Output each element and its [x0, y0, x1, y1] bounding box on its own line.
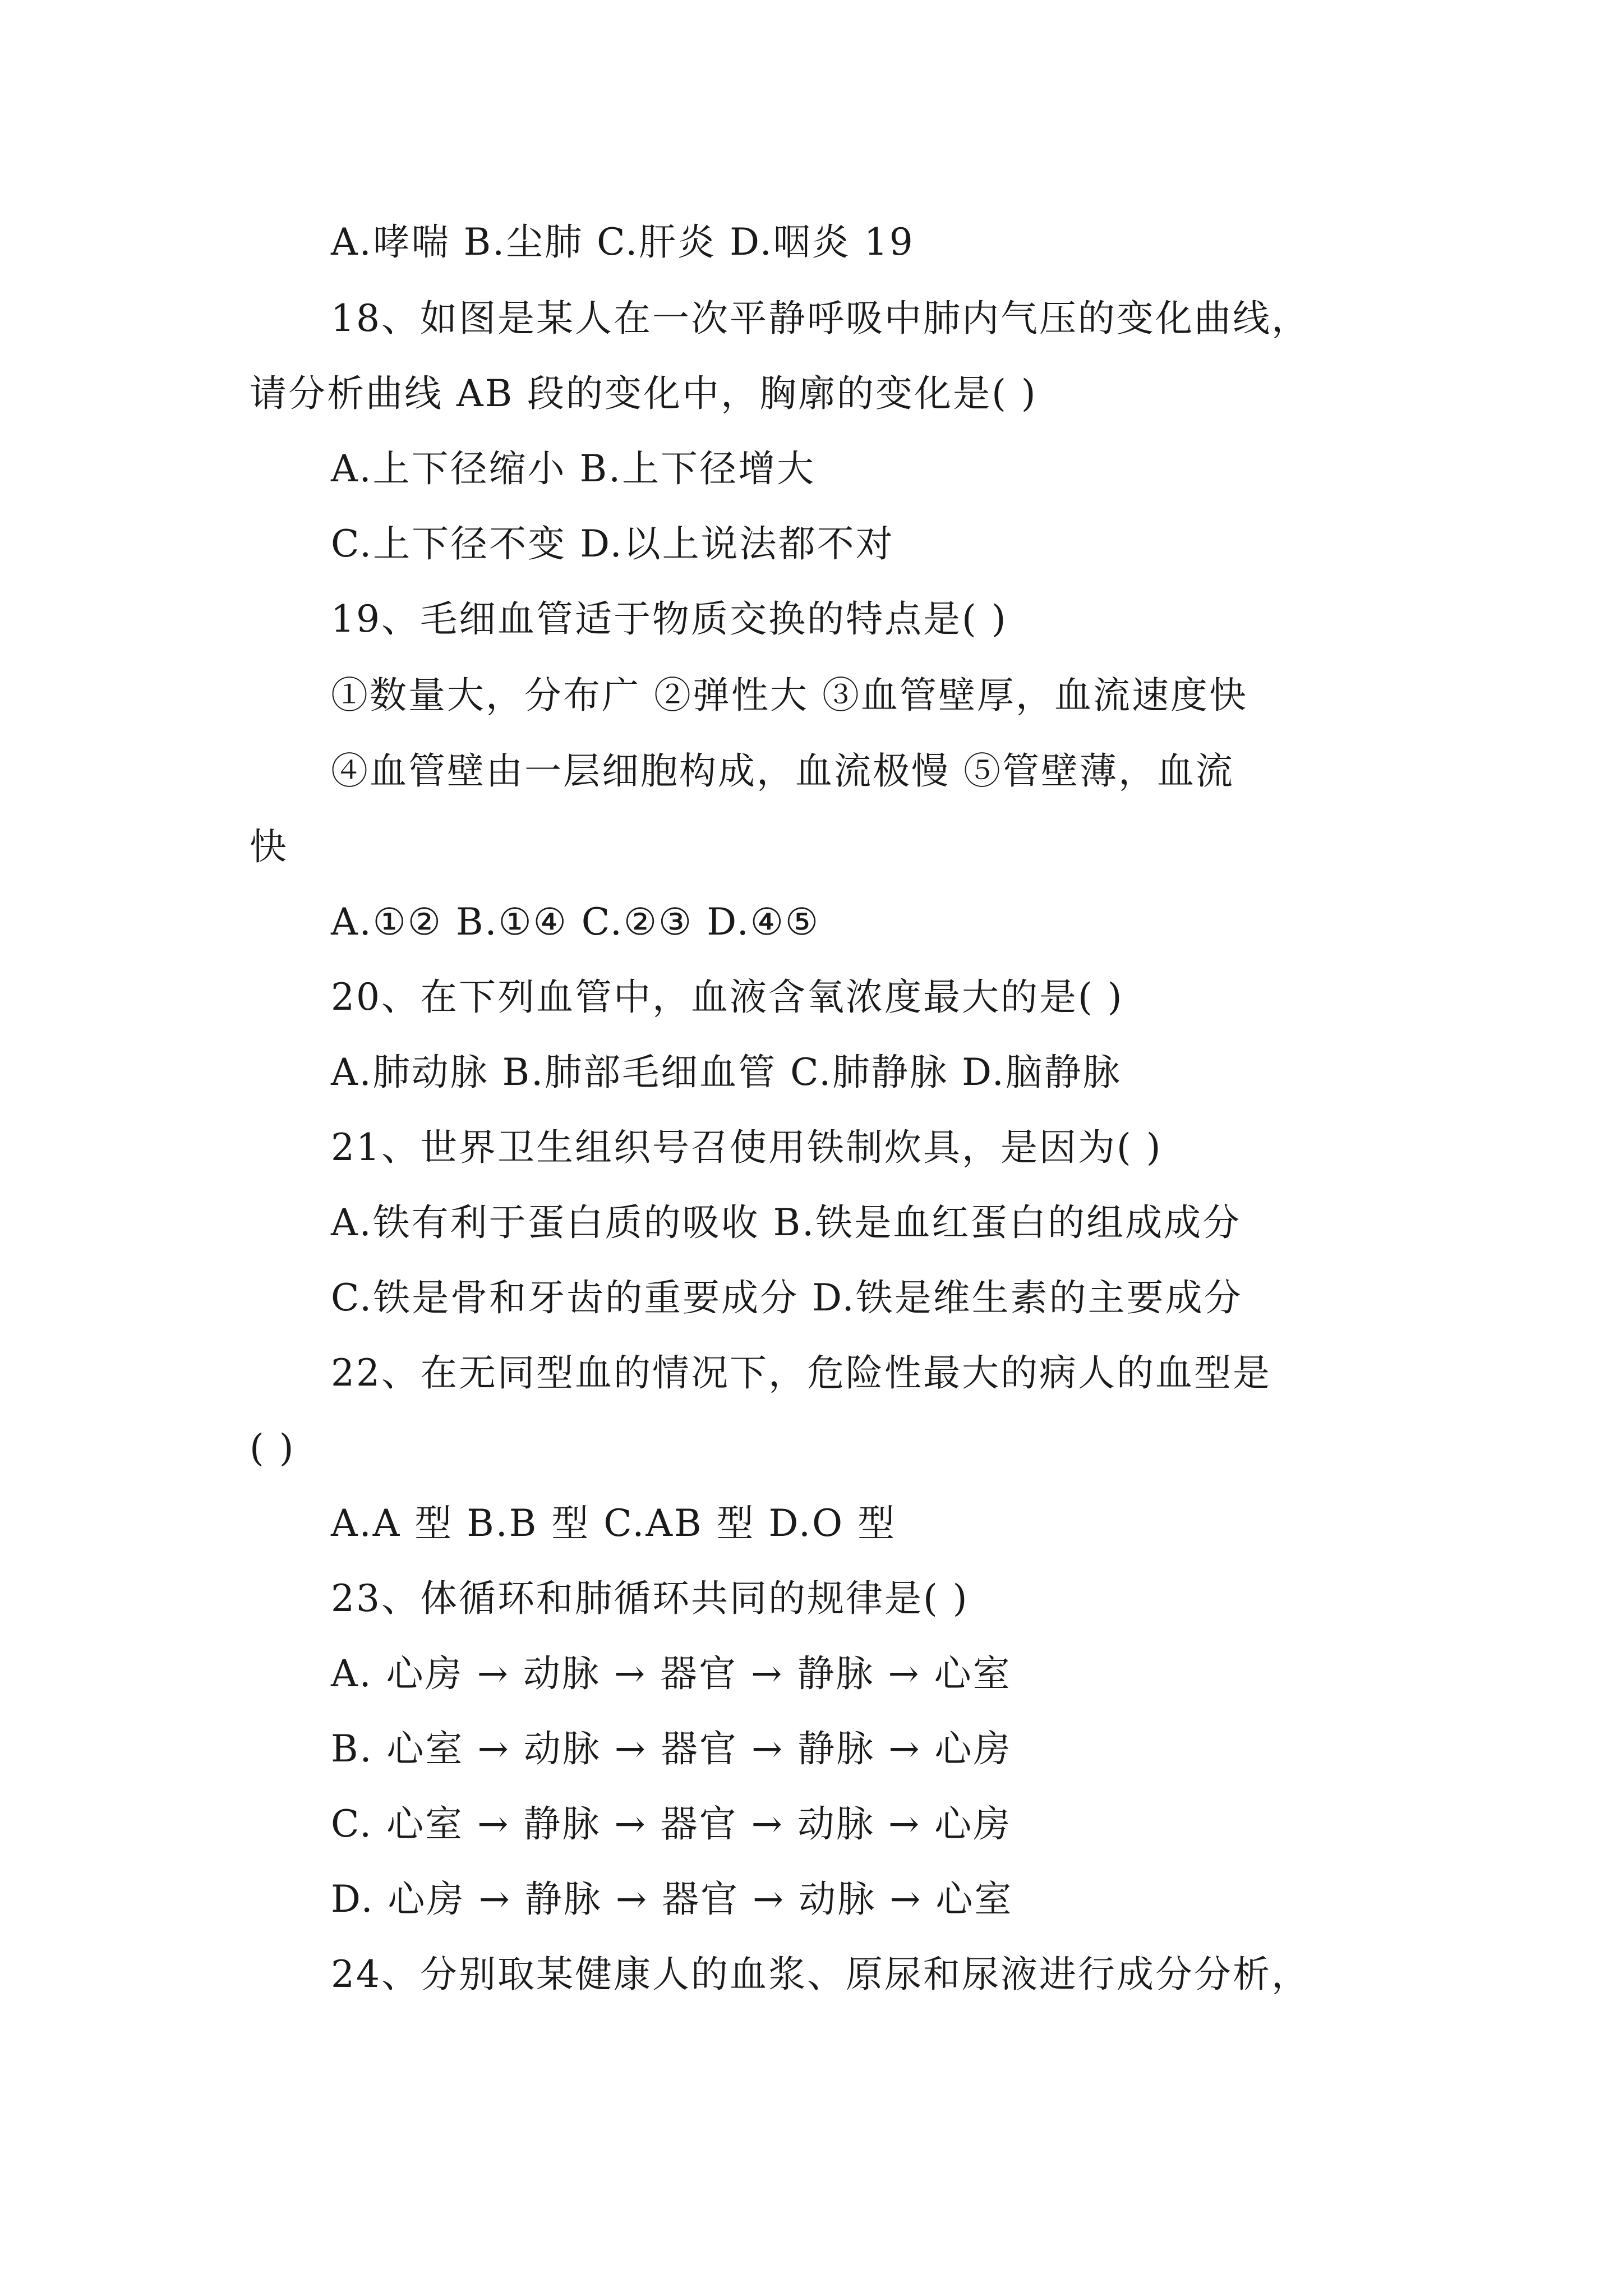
- q21-stem: 21、世界卫生组织号召使用铁制炊具，是因为( ): [331, 1126, 1163, 1169]
- q23-option-a: A. 心房 → 动脉 → 器官 → 静脉 → 心室: [331, 1652, 1012, 1695]
- q19-statements-cont: 快: [250, 825, 288, 868]
- q23-option-c: C. 心室 → 静脉 → 器官 → 动脉 → 心房: [331, 1802, 1012, 1846]
- q21-options-ab: A.铁有利于蛋白质的吸收 B.铁是血红蛋白的组成成分: [331, 1201, 1242, 1244]
- q19-options: A.①② B.①④ C.②③ D.④⑤: [331, 900, 820, 944]
- q22-stem: 22、在无同型血的情况下，危险性最大的病人的血型是: [331, 1351, 1271, 1395]
- q19-statements-1: ①数量大，分布广 ②弹性大 ③血管壁厚，血流速度快: [331, 674, 1248, 717]
- q24-stem: 24、分别取某健康人的血浆、原尿和尿液进行成分分析，: [331, 1953, 1310, 1996]
- q17-options: A.哮喘 B.尘肺 C.肝炎 D.咽炎 19: [331, 220, 915, 264]
- q19-statements-2: ④血管壁由一层细胞构成，血流极慢 ⑤管壁薄，血流: [331, 749, 1234, 793]
- q20-options: A.肺动脉 B.肺部毛细血管 C.肺静脉 D.脑静脉: [331, 1051, 1122, 1094]
- q18-options-cd: C.上下径不变 D.以上说法都不对: [331, 522, 895, 565]
- q20-stem: 20、在下列血管中，血液含氧浓度最大的是( ): [331, 976, 1124, 1019]
- q21-options-cd: C.铁是骨和牙齿的重要成分 D.铁是维生素的主要成分: [331, 1276, 1243, 1319]
- q18-options-ab: A.上下径缩小 B.上下径增大: [331, 447, 816, 490]
- q23-option-d: D. 心房 → 静脉 → 器官 → 动脉 → 心室: [331, 1878, 1013, 1921]
- q23-option-b: B. 心室 → 动脉 → 器官 → 静脉 → 心房: [331, 1727, 1012, 1770]
- q18-stem-cont: 请分析曲线 AB 段的变化中，胸廓的变化是( ): [250, 372, 1038, 415]
- q22-stem-cont: ( ): [250, 1427, 296, 1470]
- q18-stem: 18、如图是某人在一次平静呼吸中肺内气压的变化曲线，: [331, 297, 1310, 340]
- q22-options: A.A 型 B.B 型 C.AB 型 D.O 型: [331, 1502, 897, 1545]
- q19-stem: 19、毛细血管适于物质交换的特点是( ): [331, 597, 1008, 641]
- q23-stem: 23、体循环和肺循环共同的规律是( ): [331, 1577, 969, 1620]
